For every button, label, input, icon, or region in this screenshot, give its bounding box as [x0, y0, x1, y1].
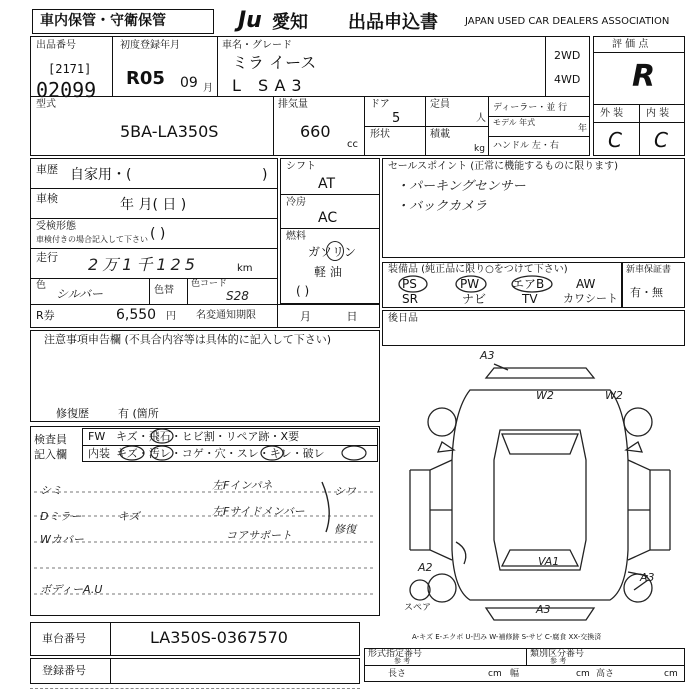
- length-unit: cm: [488, 669, 502, 679]
- color-label: 色: [36, 280, 46, 291]
- fw-items: キズ・飛石・ヒビ割・リペア跡・X要: [116, 430, 300, 443]
- km-unit: km: [237, 263, 253, 274]
- displacement-label: 排気量: [278, 99, 308, 110]
- equip-tv: TV: [522, 292, 538, 306]
- form-title: 出品申込書: [348, 12, 438, 33]
- exterior-label: 外 装: [600, 108, 624, 119]
- warranty-value: 有・無: [630, 286, 663, 299]
- capacity-label: 定員: [430, 99, 450, 110]
- chassis-label: 車台番号: [42, 632, 86, 645]
- cc-unit: cc: [347, 139, 358, 150]
- note-left-front-panel: 左Fインパネ: [212, 479, 273, 492]
- interior-items-label: 内装: [88, 447, 110, 460]
- color-change-label: 色替: [154, 285, 174, 296]
- equip-ps: PS: [402, 277, 417, 291]
- org-name: 愛知: [272, 12, 308, 33]
- first-reg-label: 初度登録年月: [120, 40, 180, 51]
- color-value: シルバー: [56, 287, 103, 301]
- kg-unit: kg: [474, 144, 485, 154]
- ac-value: AC: [318, 210, 338, 226]
- note-w-cover: Wカバー: [40, 533, 84, 546]
- width-unit: cm: [576, 669, 590, 679]
- load-label: 積載: [430, 129, 450, 140]
- after-label: 後日品: [388, 313, 418, 324]
- damage-mark-right-rear: A3: [640, 571, 655, 584]
- transfer-value: 月 日: [300, 310, 374, 323]
- note-scratch: キズ: [118, 510, 140, 523]
- model-label: 型式: [36, 99, 56, 110]
- note-wrinkle: シワ: [334, 485, 356, 498]
- selling-point-item: ・パーキングセンサー: [396, 179, 526, 194]
- interior-label: 内 装: [646, 108, 670, 119]
- handle-label: ハンドル 左・右: [493, 141, 559, 151]
- after-box: [382, 310, 685, 346]
- model-year-label: モデル 年式: [493, 118, 536, 127]
- shift-value: AT: [318, 176, 336, 192]
- length-label: 長さ: [388, 669, 407, 679]
- note-repair: 修復: [334, 523, 356, 536]
- damage-mark-left: W2: [536, 389, 554, 402]
- drive-4wd: 4WD: [554, 73, 581, 86]
- lot-number: 02099: [36, 78, 97, 102]
- displacement: 660: [300, 122, 331, 141]
- receipt-sub: 車検付きの場合記入して下さい: [36, 235, 148, 244]
- association-name: JAPAN USED CAR DEALERS ASSOCIATION: [465, 16, 670, 27]
- width-label: 幅: [510, 669, 520, 679]
- recycle-label: R券: [36, 309, 55, 322]
- car-grade: L SA3: [232, 76, 308, 95]
- equip-airbag: エアB: [512, 277, 545, 291]
- chassis-number: LA350S-0367570: [150, 628, 288, 647]
- ac-label: 冷房: [286, 197, 306, 208]
- equip-pw: PW: [460, 277, 480, 291]
- category-label: 類別区分番号: [530, 649, 585, 659]
- repair-history-label: 修復歴: [56, 407, 89, 420]
- interior-items: キズ・汚レ・コゲ・穴・スレ・キレ・破レ: [116, 447, 325, 460]
- damage-mark-front: VA1: [538, 555, 560, 568]
- damage-legend: A-キズ E-エクボ U-凹み W-補修跡 S-サビ C-腐食 XX-交換済: [412, 633, 602, 641]
- receipt-value: ( ): [150, 226, 166, 242]
- door-count: 5: [392, 111, 401, 126]
- fw-label: FW: [88, 430, 106, 443]
- lot-sub-number: [2171]: [48, 62, 92, 76]
- note-shimi: シミ: [40, 484, 62, 497]
- note-door-mirror: Dミラー: [40, 510, 82, 523]
- transfer-label: 名変通知期限: [196, 310, 256, 321]
- equip-leather-seat: カワシート: [563, 292, 618, 305]
- shift-label: シフト: [286, 161, 316, 172]
- note-core-support: コアサポート: [226, 529, 292, 542]
- fuel-gasoline: ガソリン: [308, 245, 357, 259]
- storage-note: 車内保管・守衛保管: [40, 13, 166, 29]
- grade-label: 評 価 点: [612, 39, 649, 50]
- month-unit: 月: [203, 83, 213, 94]
- ju-logo: Ju: [238, 8, 262, 33]
- history-label: 車歴: [36, 163, 58, 176]
- car-name-label: 車名・グレード: [222, 40, 292, 51]
- inspection-label: 車検: [36, 192, 58, 205]
- first-reg-month: 09: [180, 75, 198, 91]
- history-value: 自家用・(: [70, 167, 132, 183]
- fuel-selected-circle: [326, 241, 344, 261]
- note-body-au: ボディーA.U: [40, 583, 103, 596]
- selling-points-label: セールスポイント (正常に機能するものに限ります): [388, 161, 619, 172]
- lot-number-label: 出品番号: [36, 40, 76, 51]
- category-sub: 参 考: [550, 657, 567, 665]
- inspection-value: 年 月( 日 ): [120, 197, 187, 213]
- inspector-circles: [82, 428, 378, 462]
- selling-point-item: ・バックカメラ: [396, 199, 488, 214]
- note-side-member: 左Fサイドメンバー: [212, 505, 305, 518]
- first-reg-year: R05: [126, 68, 165, 89]
- equipment-circles: [382, 262, 622, 308]
- grade-score: R: [632, 59, 656, 94]
- inspector-label: 検査員 記入欄: [34, 433, 67, 462]
- interior-grade: C: [654, 128, 668, 152]
- fuel-diesel: 軽 油: [314, 265, 342, 279]
- fuel-label: 燃料: [286, 231, 306, 242]
- door-label: ドア: [370, 99, 390, 110]
- repair-history-value: 有 (箇所: [118, 407, 159, 420]
- damage-mark-right: W2: [605, 389, 623, 402]
- recycle-value: 6,550: [116, 307, 157, 323]
- color-code-label: 色コード: [191, 279, 228, 289]
- equip-navi: ナビ: [462, 292, 487, 306]
- registration-label: 登録番号: [42, 664, 86, 677]
- equip-aw: AW: [576, 277, 596, 291]
- height-unit: cm: [664, 669, 678, 679]
- equip-sr: SR: [402, 292, 418, 306]
- equipment-label: 装備品 (純正品に限り○をつけて下さい): [388, 264, 568, 275]
- mileage-value: 2万1千125: [88, 255, 199, 274]
- color-code: S28: [226, 289, 249, 303]
- drive-2wd: 2WD: [554, 49, 581, 62]
- damage-mark-rear-left: A2: [418, 561, 433, 574]
- history-close: ): [262, 167, 268, 183]
- exterior-grade: C: [608, 128, 622, 152]
- year-unit: 年: [578, 124, 588, 134]
- remarks-label: 注意事項申告欄 (不具合内容等は具体的に記入して下さい): [44, 333, 332, 346]
- spare-label: スペア: [404, 603, 432, 613]
- damage-mark-bumper: A3: [536, 603, 551, 616]
- person-unit: 人: [476, 113, 486, 124]
- model-code: 5BA-LA350S: [120, 122, 219, 141]
- height-label: 高さ: [596, 669, 615, 679]
- damage-mark-roof: A3: [480, 349, 495, 362]
- approval-label: 形式指定番号: [368, 649, 423, 659]
- dealer-label: ディーラー・並 行: [493, 103, 568, 113]
- car-name: ミラ イース: [232, 53, 317, 72]
- shape-label: 形状: [370, 129, 390, 140]
- mileage-label: 走行: [36, 251, 58, 264]
- receipt-label: 受検形態: [36, 221, 76, 232]
- fuel-other: ( ): [296, 284, 310, 298]
- warranty-label: 新車保証書: [626, 265, 672, 275]
- approval-sub: 参 考: [394, 657, 411, 665]
- yen-unit: 円: [166, 311, 176, 322]
